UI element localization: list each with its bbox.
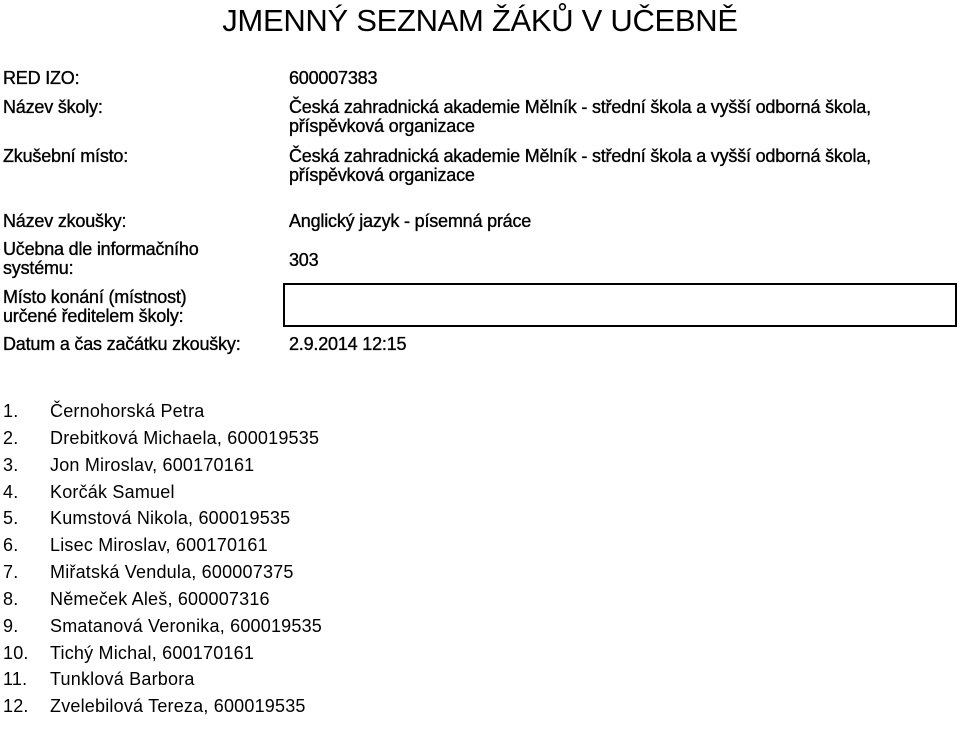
student-name: Jon Miroslav, 600170161 bbox=[50, 454, 255, 475]
student-name: Černohorská Petra bbox=[50, 401, 205, 421]
student-number: 4. bbox=[3, 481, 19, 502]
student-item bbox=[3, 505, 322, 532]
page-title: JMENNÝ SEZNAM ŽÁKŮ V UČEBNĚ bbox=[222, 3, 738, 38]
datetime-value: 2.9.2014 12:15 bbox=[289, 334, 407, 354]
exam-name-label: Název zkoušky: bbox=[3, 211, 127, 231]
student-number: 11. bbox=[3, 669, 28, 690]
red-izo-value: 600007383 bbox=[289, 68, 378, 88]
datetime-label: Datum a čas začátku zkoušky: bbox=[3, 334, 241, 354]
student-name: Smatanová Veronika, 600019535 bbox=[50, 615, 323, 636]
student-name: Němeček Aleš, 600007316 bbox=[50, 588, 270, 609]
student-number: 3. bbox=[3, 454, 19, 475]
red-izo-label: RED IZO: bbox=[3, 68, 80, 88]
student-item bbox=[3, 452, 322, 479]
student-name: Lisec Miroslav, 600170161 bbox=[50, 535, 268, 556]
student-number: 12. bbox=[3, 696, 29, 717]
student-name: Zvelebilová Tereza, 600019535 bbox=[50, 696, 306, 717]
student-list bbox=[3, 398, 322, 720]
student-name: Drebitková Michaela, 600019535 bbox=[50, 427, 320, 448]
student-name: Tichý Michal, 600170161 bbox=[50, 642, 255, 663]
classroom-label-line2: systému: bbox=[3, 258, 74, 278]
student-name: Tunklová Barbora bbox=[50, 669, 195, 690]
student-name: Korčák Samuel bbox=[50, 481, 175, 502]
student-item bbox=[3, 398, 322, 425]
venue-label-line1: Místo konání (místnost) bbox=[3, 287, 187, 307]
student-number: 10. bbox=[3, 642, 29, 663]
student-item bbox=[3, 640, 322, 667]
student-number: 1. bbox=[3, 401, 19, 421]
student-number: 6. bbox=[3, 535, 19, 556]
student-name: Miřatská Vendula, 600007375 bbox=[50, 562, 294, 583]
student-number: 5. bbox=[3, 508, 19, 529]
exam-name-value: Anglický jazyk - písemná práce bbox=[289, 211, 532, 231]
student-number: 2. bbox=[3, 427, 19, 448]
school-name-value-line2: příspěvková organizace bbox=[289, 116, 475, 136]
student-item bbox=[3, 532, 322, 559]
student-item bbox=[3, 586, 322, 613]
exam-place-label: Zkušební místo: bbox=[3, 146, 129, 166]
student-name: Kumstová Nikola, 600019535 bbox=[50, 508, 291, 529]
school-name-label: Název školy: bbox=[3, 97, 103, 117]
exam-place-value-line1: Česká zahradnická akademie Mělník - střední škola a vyšší odborná škola, bbox=[289, 146, 871, 166]
student-item bbox=[3, 613, 322, 640]
student-number: 7. bbox=[3, 562, 19, 583]
student-item bbox=[3, 693, 322, 720]
venue-value-box bbox=[283, 283, 957, 327]
student-item bbox=[3, 666, 322, 693]
student-number: 9. bbox=[3, 615, 19, 636]
student-number: 8. bbox=[3, 588, 19, 609]
student-item bbox=[3, 479, 322, 506]
school-name-value-line1: Česká zahradnická akademie Mělník - střední škola a vyšší odborná škola, bbox=[289, 97, 871, 117]
student-item bbox=[3, 425, 322, 452]
classroom-label-line1: Učebna dle informačního bbox=[3, 239, 199, 259]
student-item bbox=[3, 559, 322, 586]
classroom-value: 303 bbox=[289, 250, 319, 270]
exam-place-value-line2: příspěvková organizace bbox=[289, 165, 475, 185]
venue-label-line2: určené ředitelem školy: bbox=[3, 306, 184, 326]
